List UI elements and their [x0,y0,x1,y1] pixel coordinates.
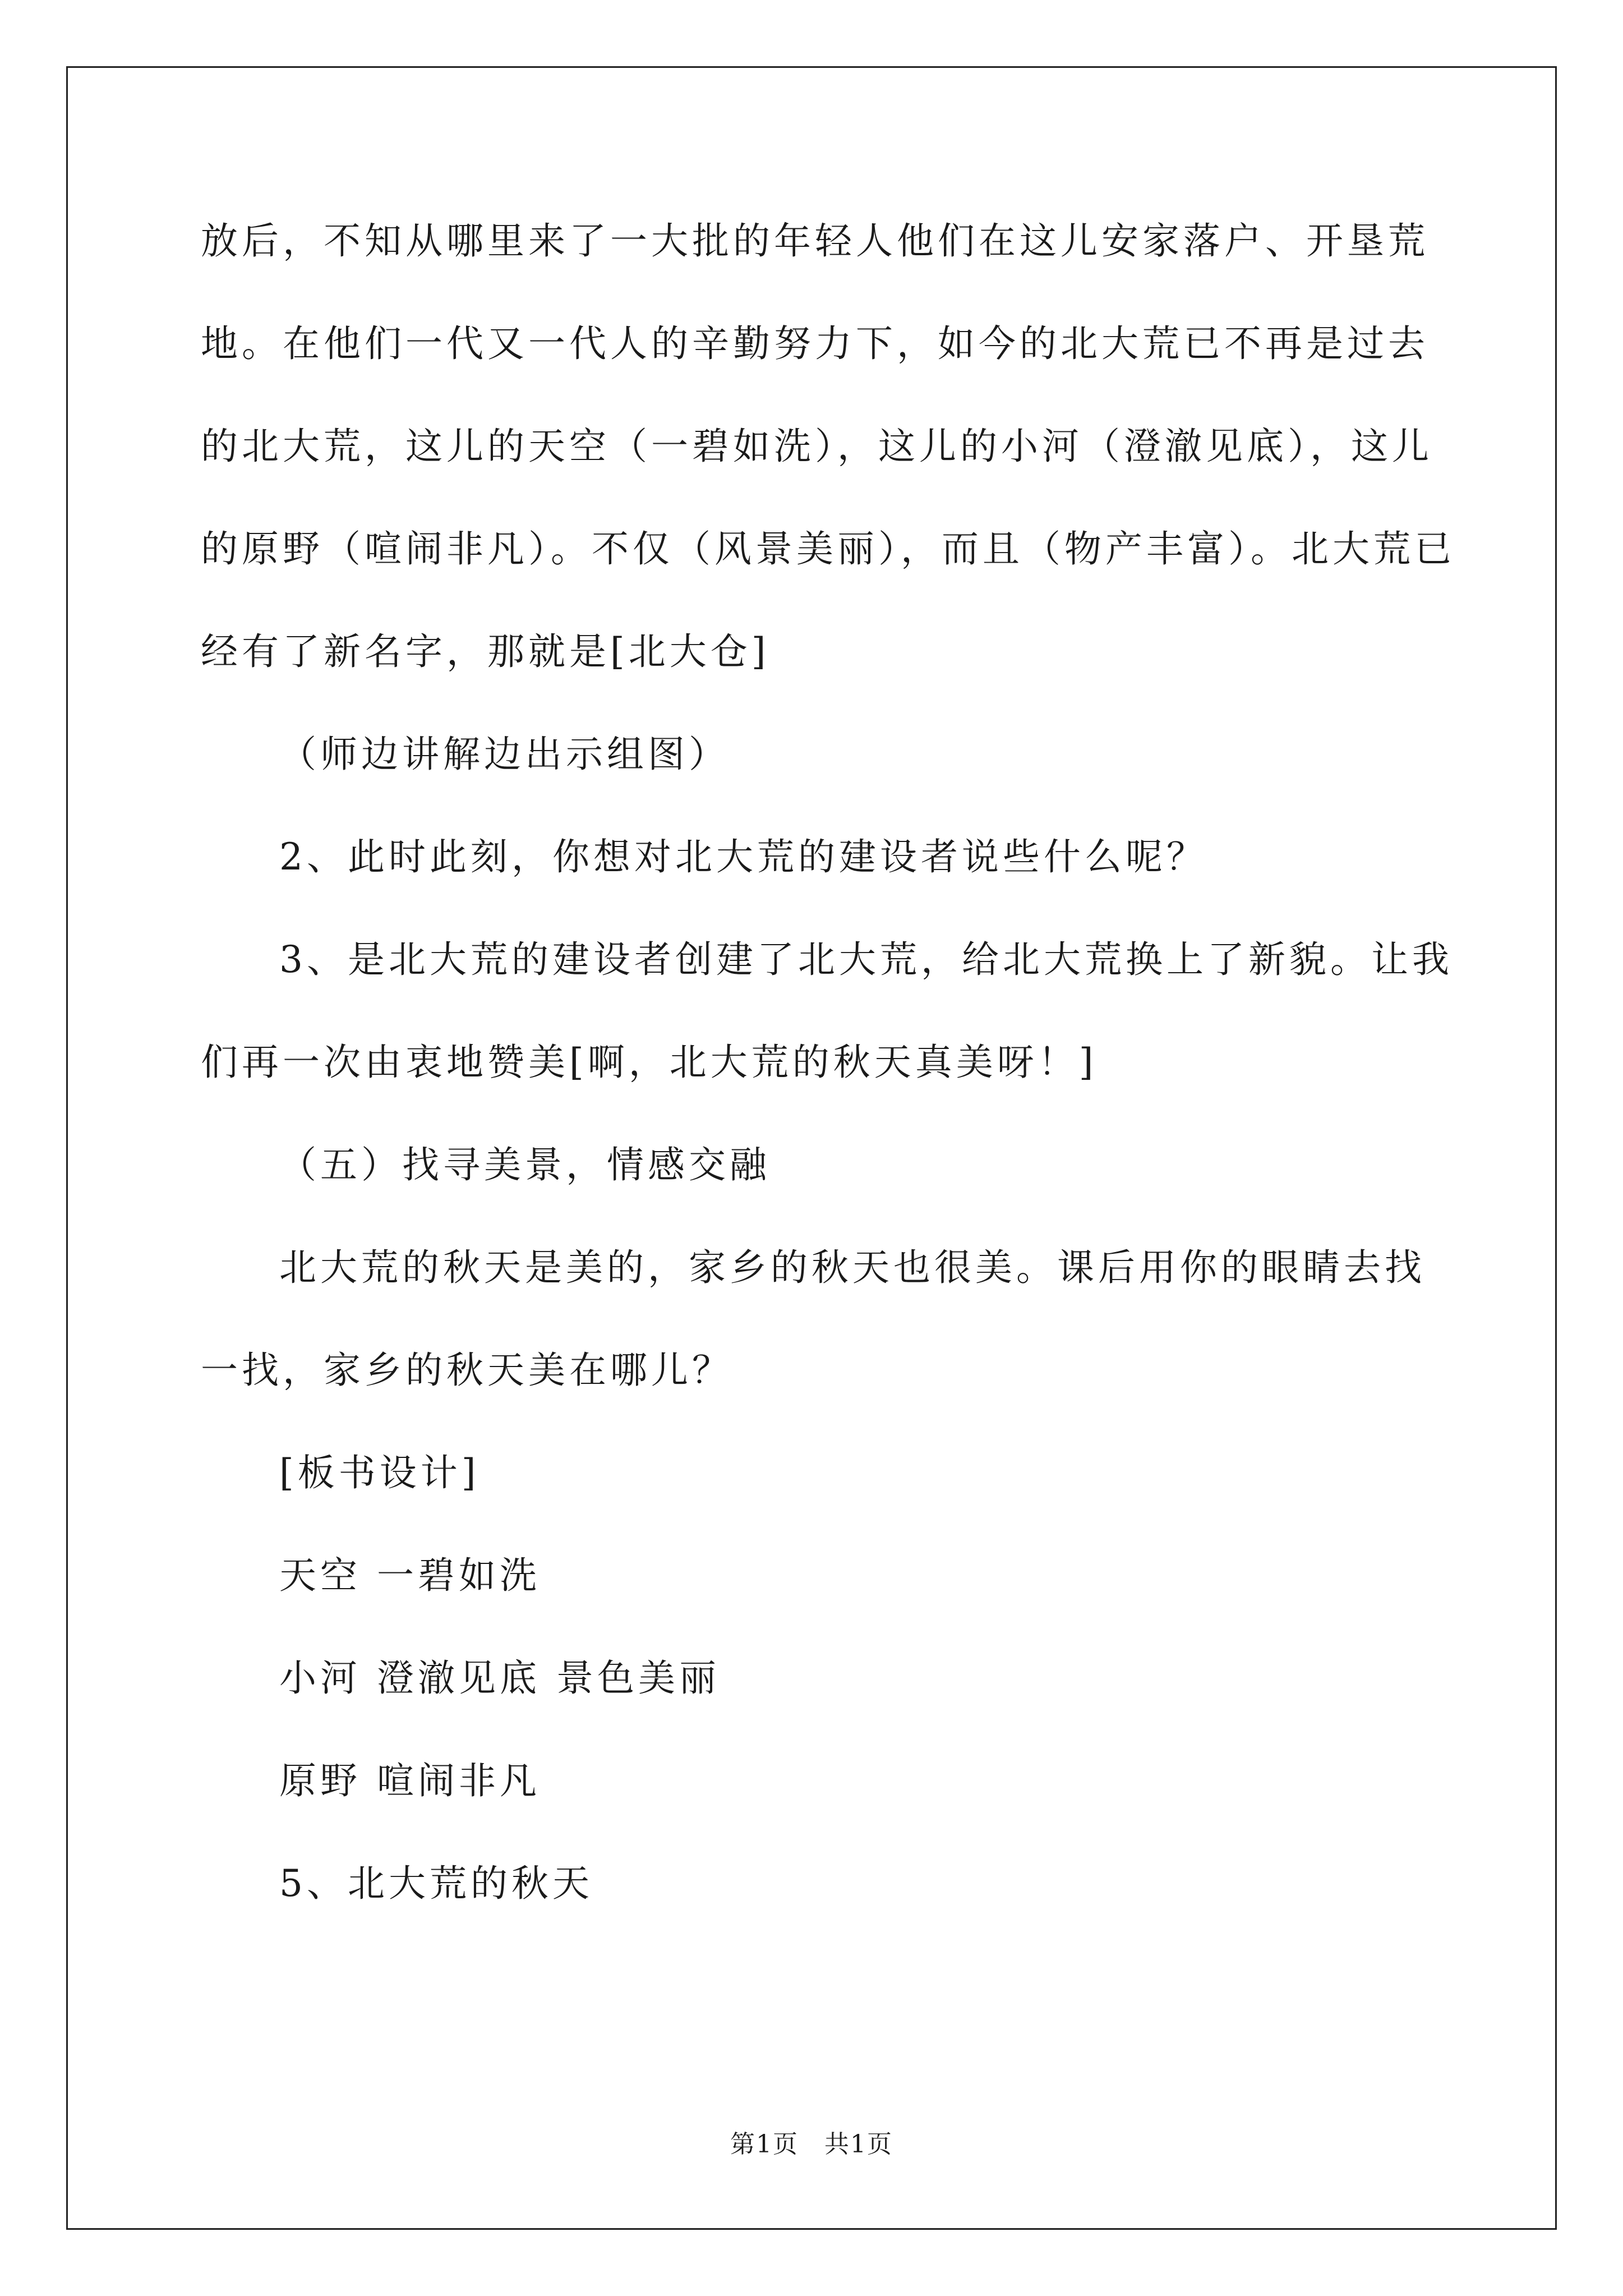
body-line: 的原野（喧闹非凡）。不仅（风景美丽），而且（物产丰富）。北大荒已 [201,527,1455,570]
board-design-heading: [板书设计] [279,1451,480,1494]
body-line: 3、是北大荒的建设者创建了北大荒，给北大荒换上了新貌。让我 [279,938,1453,981]
body-line: 地。在他们一代又一代人的辛勤努力下，如今的北大荒已不再是过去 [201,322,1429,365]
body-line: 的北大荒，这儿的天空（一碧如洗），这儿的小河（澄澈见底），这儿 [201,425,1433,468]
board-line: 原野 喧闹非凡 [279,1759,541,1802]
body-line: 2、此时此刻，你想对北大荒的建设者说些什么呢？ [279,835,1207,878]
body-line: 放后，不知从哪里来了一大批的年轻人他们在这儿安家落户、开垦荒 [201,219,1429,263]
board-line: 5、北大荒的秋天 [279,1862,593,1905]
page-footer: 第1页 共1页 [730,2130,893,2159]
body-line: 北大荒的秋天是美的，家乡的秋天也很美。课后用你的眼睛去找 [279,1246,1426,1289]
body-line: （师边讲解边出示组图） [279,733,730,776]
body-line: 经有了新名字，那就是[北大仓] [201,630,770,673]
board-line: 天空 一碧如洗 [279,1554,541,1597]
board-line: 小河 澄澈见底 景色美丽 [279,1657,720,1700]
body-line: 们再一次由衷地赞美[啊，北大荒的秋天真美呀！] [201,1041,1098,1084]
body-line: 一找，家乡的秋天美在哪儿？ [201,1349,733,1392]
section-heading: （五）找寻美景，情感交融 [279,1143,771,1186]
